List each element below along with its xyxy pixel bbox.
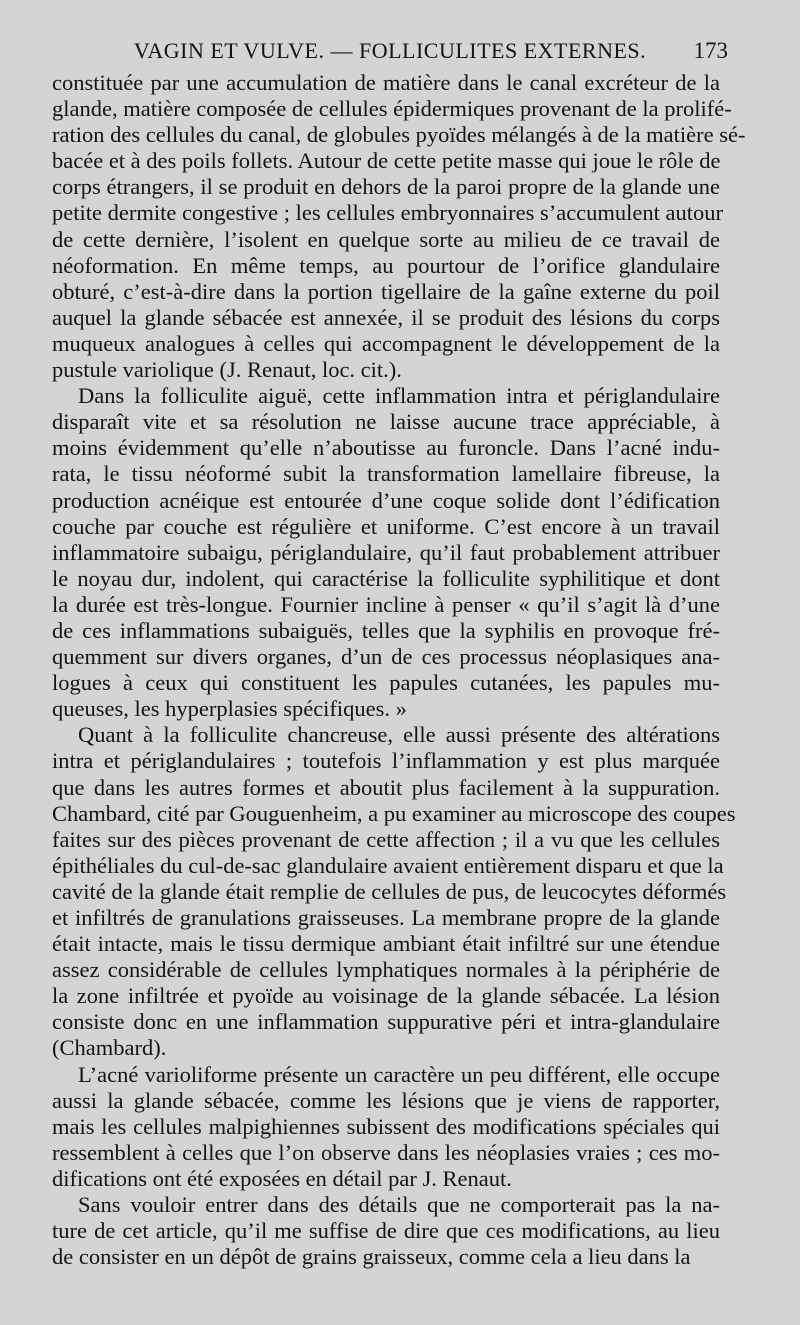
- text-line: mais les cellules malpighiennes subissent des modifications spéciales qui: [52, 1113, 720, 1139]
- text-line: queuses, les hyperplasies spécifiques. »: [52, 696, 407, 722]
- text-line: ture de cet article, qu’il me suffise de dire que ces modifications, au lieu: [52, 1218, 720, 1244]
- text-line: (Chambard).: [52, 1035, 167, 1061]
- text-line: muqueux analogues à celles qui accompagnent le développement de la: [52, 330, 720, 356]
- text-line: aussi la glande sébacée, comme les lésions que je viens de rapporter,: [52, 1087, 720, 1113]
- text-line: auquel la glande sébacée est annexée, il se produit des lésions du corps: [52, 304, 720, 330]
- text-line: bacée et à des poils follets. Autour de cette petite masse qui joue le rôle de: [52, 148, 721, 174]
- page-number: 173: [693, 38, 728, 63]
- text-line: le noyau dur, indolent, qui caractérise la folliculite syphilitique et dont: [52, 565, 720, 591]
- text-line: moins évidemment qu’elle n’aboutisse au furoncle. Dans l’acné indu-: [52, 435, 720, 461]
- text-line: Dans la folliculite aiguë, cette inflammation intra et périglandulaire: [78, 383, 720, 409]
- text-line: de ces inflammations subaiguës, telles que la syphilis en provoque fré-: [52, 617, 720, 643]
- text-line: petite dermite congestive ; les cellules embryonnaires s’accumulent autour: [52, 200, 724, 226]
- text-line: Chambard, cité par Gouguenheim, a pu examiner au microscope des coupes: [52, 800, 736, 826]
- text-line: quemment sur divers organes, d’un de ces processus néoplasiques ana-: [52, 644, 720, 670]
- text-line: corps étrangers, il se produit en dehors de la paroi propre de la glande une: [52, 174, 720, 200]
- text-line: pustule variolique (J. Renaut, loc. cit.).: [52, 357, 402, 383]
- text-line: ration des cellules du canal, de globules pyoïdes mélangés à de la matière sé-: [52, 122, 746, 148]
- text-line: que dans les autres formes et aboutit plus facilement à la suppuration.: [52, 774, 720, 800]
- text-line: de consister en un dépôt de grains graisseux, comme cela a lieu dans la: [52, 1244, 691, 1270]
- text-line: assez considérable de cellules lymphatiques normales à la périphérie de: [52, 957, 720, 983]
- text-line: production acnéique est entourée d’une coque solide dont l’édification: [52, 487, 720, 513]
- text-line: et infiltrés de granulations graisseuses. La membrane propre de la glande: [52, 905, 720, 930]
- text-line: constituée par une accumulation de matière dans le canal excréteur de la: [52, 70, 720, 95]
- page-header: [52, 36, 728, 66]
- text-line: la durée est très-longue. Fournier incline à penser « qu’il s’agit là d’une: [52, 591, 720, 617]
- text-line: épithéliales du cul-de-sac glandulaire avaient entièrement disparu et que la: [52, 852, 724, 878]
- text-line: rata, le tissu néoformé subit la transformation lamellaire fibreuse, la: [52, 461, 720, 487]
- text-line: glande, matière composée de cellules épidermiques provenant de la prolifé-: [52, 96, 732, 122]
- paragraph: [52, 722, 736, 1061]
- text-line: L’acné varioliforme présente un caractère un peu différent, elle occupe: [78, 1061, 720, 1087]
- text-line: Sans vouloir entrer dans des détails que ne comporterait pas la na-: [78, 1192, 720, 1218]
- running-head: VAGIN ET VULVE. — FOLLICULITES EXTERNES.: [133, 38, 647, 63]
- body-text: [52, 70, 746, 1270]
- text-line: inflammatoire subaigu, périglandulaire, qu’il faut probablement attribuer: [52, 539, 720, 565]
- paragraph: [52, 383, 720, 722]
- text-line: ressemblent à celles que l’on observe dans les néoplasies vraies ; ces mo-: [52, 1139, 720, 1165]
- text-line: de cette dernière, l’isolent en quelque sorte au milieu de ce travail de: [52, 226, 720, 252]
- paragraph: [52, 1192, 720, 1270]
- text-line: logues à ceux qui constituent les papules cutanées, les papules mu-: [52, 670, 720, 696]
- text-line: difications ont été exposées en détail par J. Renaut.: [52, 1165, 512, 1191]
- text-line: était intacte, mais le tissu dermique ambiant était infiltré sur une étendue: [52, 931, 720, 957]
- text-line: la zone infiltrée et pyoïde au voisinage de la glande sébacée. La lésion: [52, 983, 720, 1009]
- text-line: consiste donc en une inflammation suppurative péri et intra-glandulaire: [52, 1009, 720, 1035]
- paragraph: [52, 1062, 720, 1192]
- text-line: disparaît vite et sa résolution ne laisse aucune trace appréciable, à: [52, 409, 720, 435]
- text-line: intra et périglandulaires ; toutefois l’inflammation y est plus marquée: [52, 748, 720, 774]
- paragraph: [52, 70, 746, 383]
- text-line: couche par couche est régulière et uniforme. C’est encore à un travail: [52, 513, 720, 539]
- text-line: obturé, c’est-à-dire dans la portion tigellaire de la gaîne externe du poil: [52, 278, 720, 304]
- text-line: néoformation. En même temps, au pourtour de l’orifice glandulaire: [52, 252, 720, 278]
- text-line: cavité de la glande était remplie de cellules de pus, de leucocytes déformés: [52, 878, 727, 904]
- text-line: faites sur des pièces provenant de cette affection ; il a vu que les cellules: [52, 826, 720, 852]
- text-line: Quant à la folliculite chancreuse, elle aussi présente des altérations: [78, 722, 720, 748]
